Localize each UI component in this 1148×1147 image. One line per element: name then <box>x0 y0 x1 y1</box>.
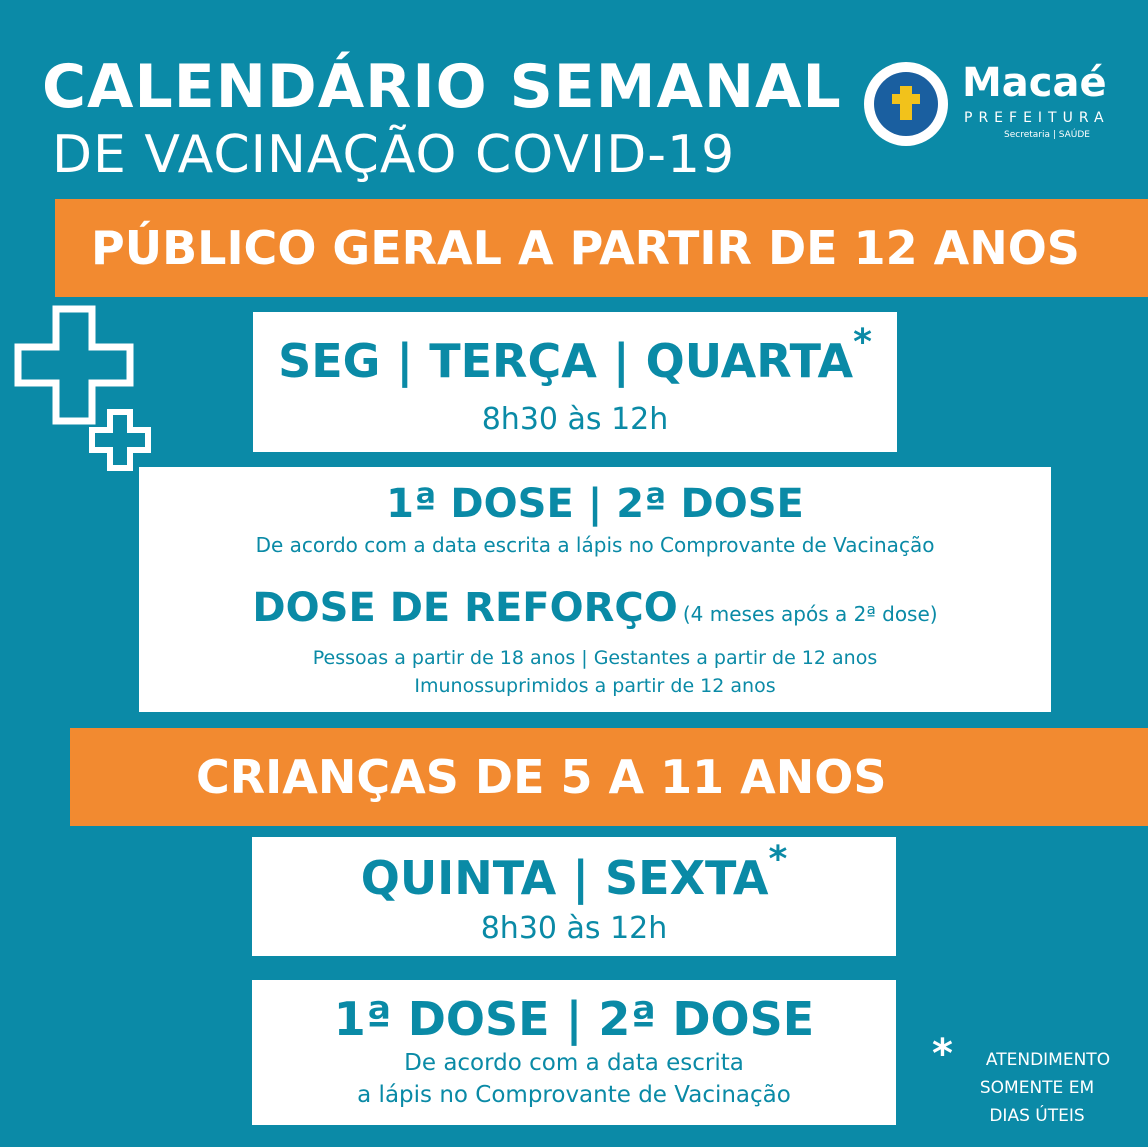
logo-subtitle: PREFEITURA <box>964 110 1110 126</box>
booster-eligibility-1: Pessoas a partir de 18 anos | Gestantes a partir de 12 anos <box>312 647 878 669</box>
plus-small-icon <box>88 408 152 472</box>
asterisk-mark: * <box>768 839 788 880</box>
booster-title: DOSE DE REFORÇO <box>252 585 678 631</box>
footnote-line-2: SOMENTE EM <box>979 1078 1095 1098</box>
children-schedule-card <box>252 837 896 956</box>
general-hours: 8h30 às 12h <box>481 402 669 437</box>
plus-large-icon <box>14 305 134 425</box>
logo-department: Secretaria | SAÚDE <box>1004 130 1090 140</box>
children-doses-card <box>252 980 896 1125</box>
booster-interval: (4 meses após a 2ª dose) <box>682 602 938 626</box>
logo-name: Macaé <box>962 60 1107 106</box>
footnote-asterisk: * <box>932 1031 953 1077</box>
children-hours: 8h30 às 12h <box>480 911 668 946</box>
footnote-line-3: DIAS ÚTEIS <box>989 1106 1085 1126</box>
poster-title: CALENDÁRIO SEMANAL <box>42 52 842 122</box>
general-doses-note: De acordo com a data escrita a lápis no Comprovante de Vacinação <box>255 533 935 557</box>
children-banner: CRIANÇAS DE 5 A 11 ANOS <box>70 728 1148 826</box>
children-days <box>252 839 896 905</box>
general-days-text: SEG | TERÇA | QUARTA <box>278 334 854 388</box>
asterisk-mark: * <box>853 322 872 363</box>
general-doses-card <box>139 467 1051 712</box>
children-doses-title: 1ª DOSE | 2ª DOSE <box>333 992 815 1046</box>
booster-heading <box>139 585 1051 631</box>
prefeitura-logo <box>864 62 1144 152</box>
footnote-line-1: ATENDIMENTO <box>985 1050 1111 1070</box>
general-schedule-card <box>253 312 897 452</box>
general-days <box>253 322 897 388</box>
children-doses-note-2: a lápis no Comprovante de Vacinação <box>357 1082 791 1108</box>
children-doses-note-1: De acordo com a data escrita <box>404 1050 744 1076</box>
children-days-text: QUINTA | SEXTA <box>360 851 769 905</box>
general-doses-title: 1ª DOSE | 2ª DOSE <box>386 481 804 527</box>
footnote <box>932 1031 1142 1130</box>
general-public-banner: PÚBLICO GERAL A PARTIR DE 12 ANOS <box>55 199 1148 297</box>
booster-eligibility-2: Imunossuprimidos a partir de 12 anos <box>414 675 776 697</box>
poster-subtitle: DE VACINAÇÃO COVID-19 <box>52 125 736 185</box>
seal-cross-horizontal <box>892 94 920 104</box>
city-seal-icon <box>864 62 948 146</box>
